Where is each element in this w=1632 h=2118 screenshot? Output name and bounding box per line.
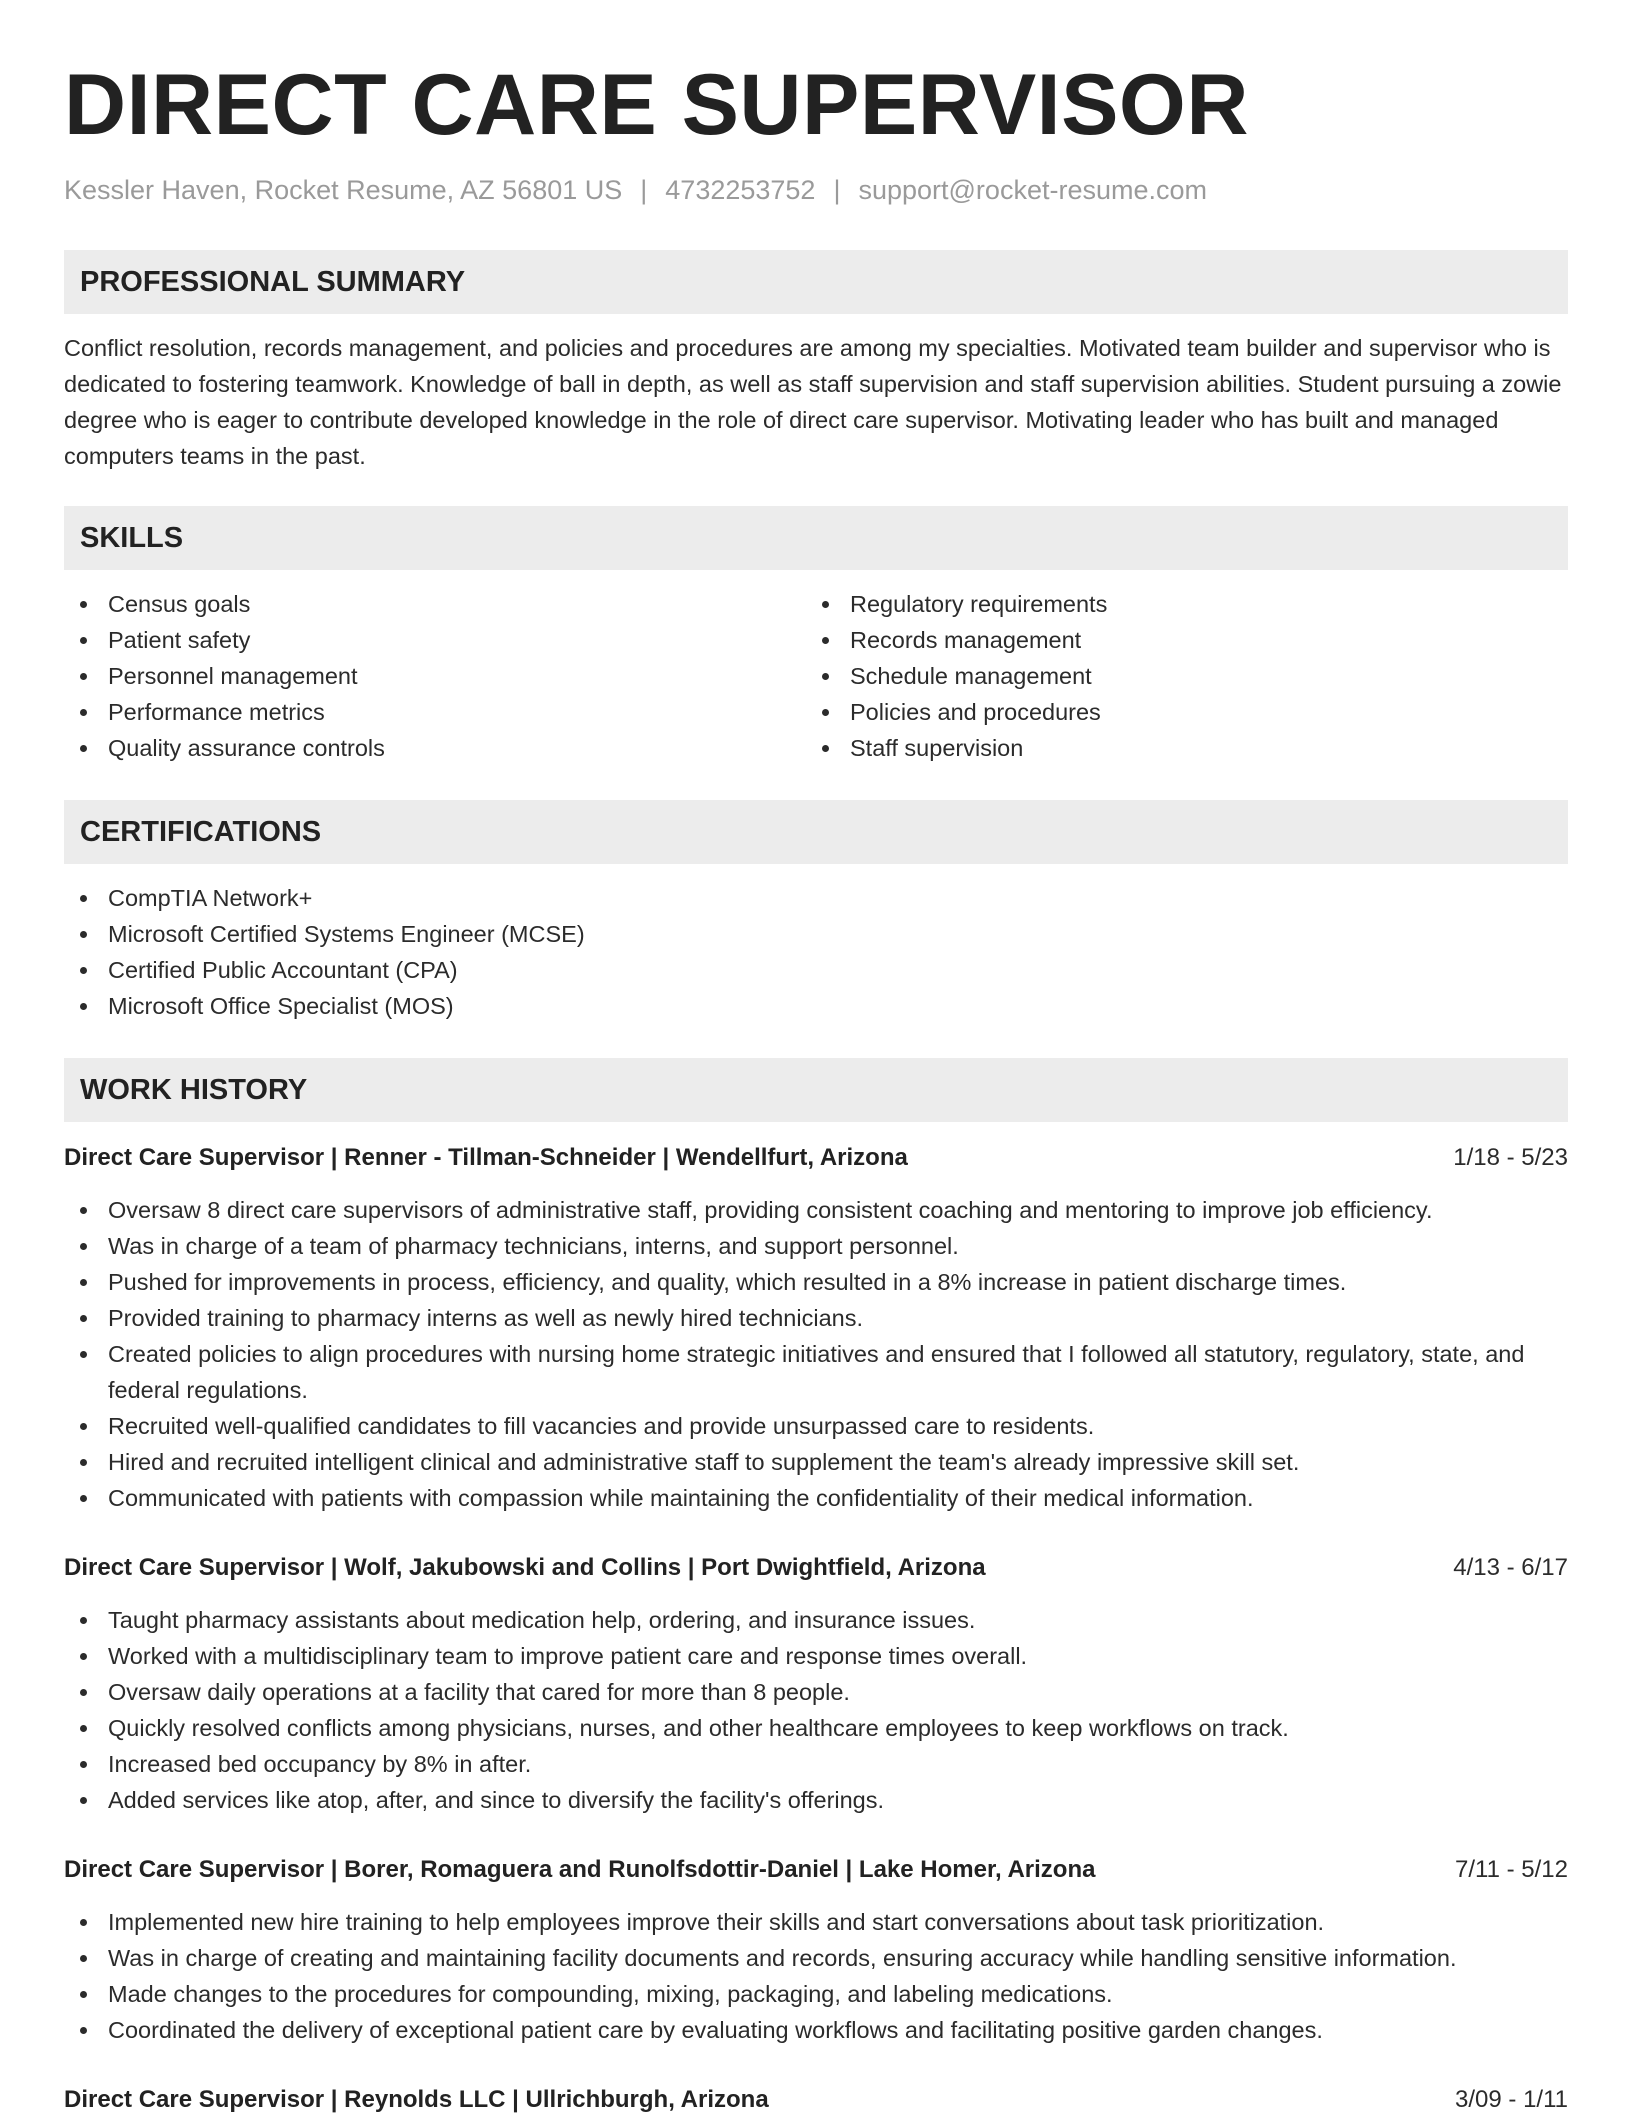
list-item: Taught pharmacy assistants about medication help, ordering, and insurance issues. [64, 1602, 1568, 1638]
list-item: Performance metrics [64, 694, 806, 730]
job-heading-row [64, 1550, 1568, 1586]
contact-address: Kessler Haven, Rocket Resume, AZ 56801 US [64, 175, 623, 205]
job-heading-row [64, 1852, 1568, 1888]
resume-content [64, 50, 1568, 2118]
job-heading: Direct Care Supervisor | Reynolds LLC | Ullrichburgh, Arizona [64, 2086, 769, 2113]
job-entry [64, 1852, 1568, 2048]
list-item: Coordinated the delivery of exceptional patient care by evaluating workflows and facilitating positive garden changes. [64, 2012, 1568, 2048]
job-dates: 3/09 - 1/11 [1455, 2086, 1568, 2113]
contact-separator: | [833, 175, 841, 205]
summary-text: Conflict resolution, records management, and policies and procedures are among my specialties. Motivated team builder and supervisor who is dedicated to fostering teamwork. Knowledge of ball in depth, as well as staff supervision and staff supervision abilities. Student pursuing a zowie degree who is eager to contribute developed knowledge in the role of direct care supervisor. Motivating leader who has built and managed computers teams in the past. [64, 335, 1562, 469]
list-item: Pushed for improvements in process, efficiency, and quality, which resulted in a 8% increase in patient discharge times. [64, 1264, 1568, 1300]
resume-title: DIRECT CARE SUPERVISOR [64, 57, 1249, 153]
contact-phone: 4732253752 [665, 175, 816, 205]
job-heading: Direct Care Supervisor | Renner - Tillman-Schneider | Wendellfurt, Arizona [64, 1144, 908, 1171]
list-item: Implemented new hire training to help employees improve their skills and start conversations about task prioritization. [64, 1904, 1568, 1940]
list-item: Policies and procedures [806, 694, 1548, 730]
list-item: Quickly resolved conflicts among physicians, nurses, and other healthcare employees to keep workflows on track. [64, 1710, 1568, 1746]
skills-grid [64, 586, 1568, 766]
list-item: Was in charge of a team of pharmacy technicians, interns, and support personnel. [64, 1228, 1568, 1264]
list-item: Certified Public Accountant (CPA) [64, 952, 1568, 988]
list-item: Hired and recruited intelligent clinical and administrative staff to supplement the team's already impressive skill set. [64, 1444, 1568, 1480]
list-item: Personnel management [64, 658, 806, 694]
list-item: Worked with a multidisciplinary team to improve patient care and response times overall. [64, 1638, 1568, 1674]
list-item: Created policies to align procedures with nursing home strategic initiatives and ensured that I followed all statutory, regulatory, state, and federal regulations. [64, 1336, 1568, 1408]
job-dates: 1/18 - 5/23 [1453, 1144, 1568, 1171]
job-dates: 7/11 - 5/12 [1455, 1856, 1568, 1883]
job-entry [64, 2082, 1568, 2118]
section-header-summary: PROFESSIONAL SUMMARY [64, 250, 1568, 314]
list-item: Increased bed occupancy by 8% in after. [64, 1746, 1568, 1782]
certifications-list [64, 880, 1568, 1024]
skills-list-left [64, 586, 806, 766]
job-heading: Direct Care Supervisor | Wolf, Jakubowski and Collins | Port Dwightfield, Arizona [64, 1554, 986, 1581]
job-entry [64, 1550, 1568, 1818]
job-dates: 4/13 - 6/17 [1453, 1554, 1568, 1581]
list-item: Added services like atop, after, and since to diversify the facility's offerings. [64, 1782, 1568, 1818]
job-bullets [64, 1192, 1568, 1516]
job-heading-row [64, 2082, 1568, 2118]
list-item: Made changes to the procedures for compounding, mixing, packaging, and labeling medications. [64, 1976, 1568, 2012]
skills-list-right [806, 586, 1548, 766]
contact-line [64, 172, 1568, 208]
job-entry [64, 1140, 1568, 1516]
job-bullets [64, 1904, 1568, 2048]
list-item: Communicated with patients with compassion while maintaining the confidentiality of their medical information. [64, 1480, 1568, 1516]
list-item: Quality assurance controls [64, 730, 806, 766]
section-header-skills: SKILLS [64, 506, 1568, 570]
list-item: Recruited well-qualified candidates to fill vacancies and provide unsurpassed care to residents. [64, 1408, 1568, 1444]
section-header-certifications: CERTIFICATIONS [64, 800, 1568, 864]
section-header-work-history: WORK HISTORY [64, 1058, 1568, 1122]
list-item: Provided training to pharmacy interns as well as newly hired technicians. [64, 1300, 1568, 1336]
contact-separator: | [640, 175, 648, 205]
list-item: Was in charge of creating and maintaining facility documents and records, ensuring accuracy while handling sensitive information. [64, 1940, 1568, 1976]
list-item: Records management [806, 622, 1548, 658]
job-heading-row [64, 1140, 1568, 1176]
list-item: CompTIA Network+ [64, 880, 1568, 916]
list-item: Microsoft Certified Systems Engineer (MCSE) [64, 916, 1568, 952]
list-item: Schedule management [806, 658, 1548, 694]
list-item: Oversaw 8 direct care supervisors of administrative staff, providing consistent coaching and mentoring to improve job efficiency. [64, 1192, 1568, 1228]
list-item: Census goals [64, 586, 806, 622]
list-item: Regulatory requirements [806, 586, 1548, 622]
list-item: Microsoft Office Specialist (MOS) [64, 988, 1568, 1024]
list-item: Staff supervision [806, 730, 1548, 766]
job-bullets [64, 1602, 1568, 1818]
job-heading: Direct Care Supervisor | Borer, Romaguera and Runolfsdottir-Daniel | Lake Homer, Arizona [64, 1856, 1096, 1883]
list-item: Oversaw daily operations at a facility that cared for more than 8 people. [64, 1674, 1568, 1710]
list-item: Patient safety [64, 622, 806, 658]
contact-email: support@rocket-resume.com [858, 175, 1207, 205]
